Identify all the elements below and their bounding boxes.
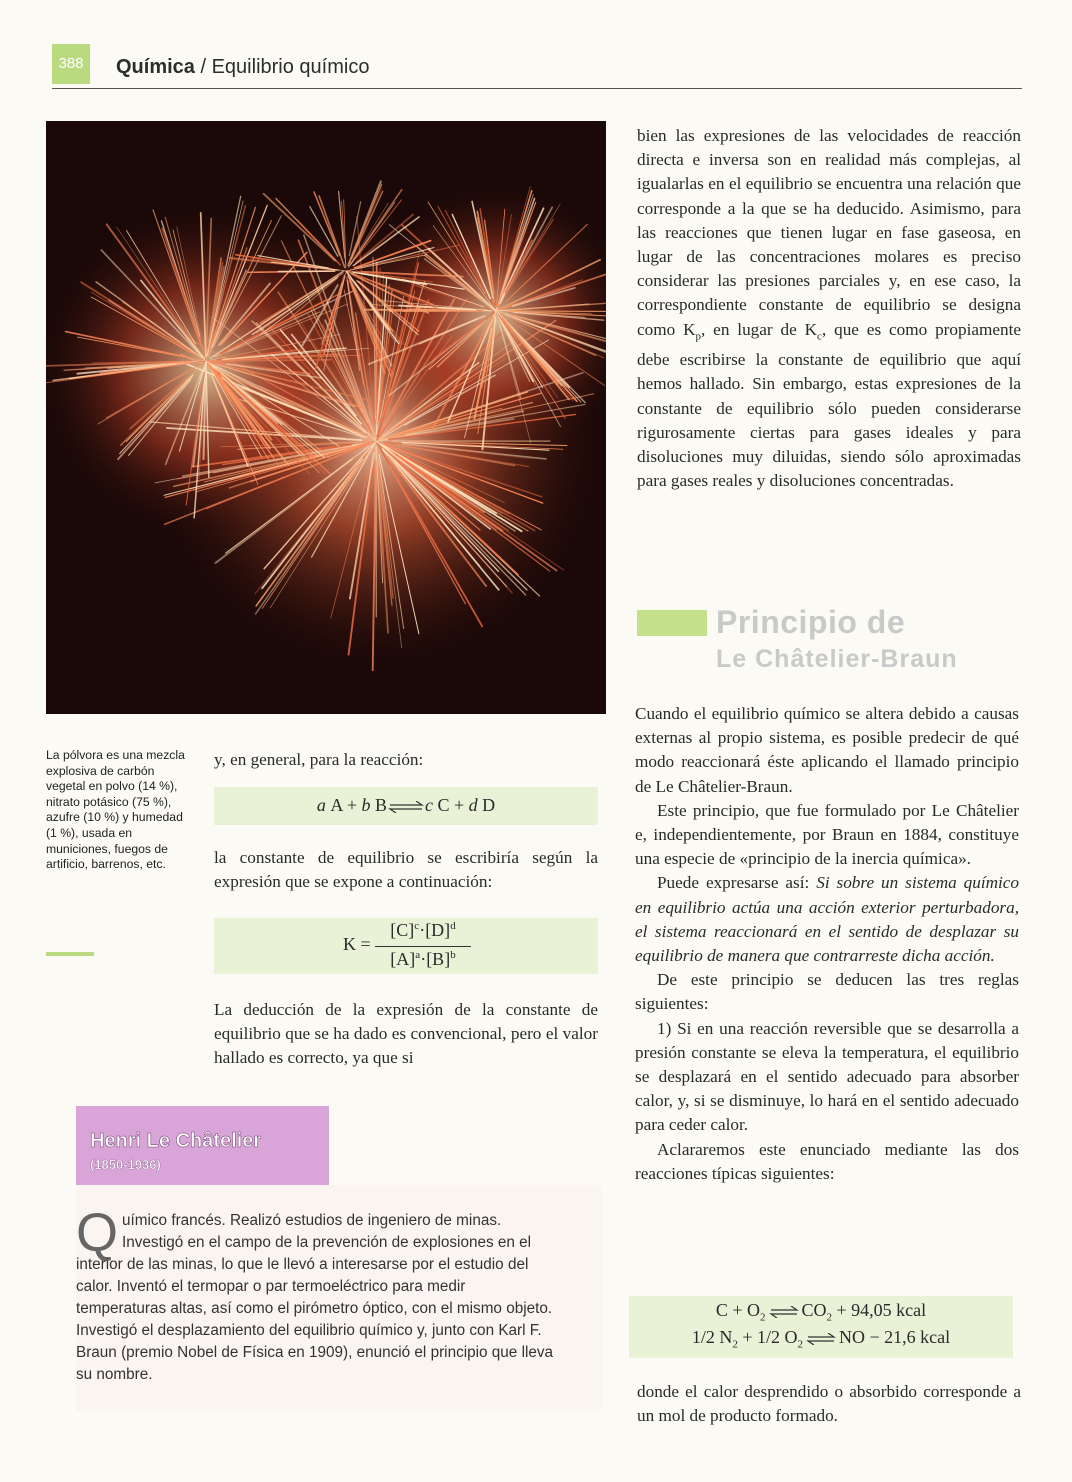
section-title-line2: Le Châtelier-Braun — [716, 645, 958, 673]
constant-box — [214, 918, 598, 974]
page-number: 388 — [52, 44, 90, 84]
constant-denominator: $[A]^a\cdot[B]^b$ — [390, 949, 456, 969]
fraction-bar — [375, 946, 471, 947]
caption-accent-bar — [46, 952, 94, 956]
plus-sign: + — [454, 795, 465, 815]
constant-numerator: $[C]^c\cdot[D]^d$ — [390, 920, 456, 940]
paragraph: Aclararemos este enunciado mediante las dos reacciones típicas siguientes: — [635, 1139, 1019, 1183]
species-D: D — [482, 795, 496, 815]
principle-statement: Puede expresarse así: Si sobre un sistema químico en equilibrio actúa una acción exterior perturbadora, el sistema reaccionará en el sentido de desplazar su equilibrio de manera que contrarreste dicha acción. — [635, 873, 1020, 966]
fireworks-photo — [46, 121, 606, 714]
reactions-box — [629, 1296, 1013, 1358]
bio-name: Henri Le Châtelier — [90, 1130, 262, 1152]
section-title-line1: Principio de — [716, 604, 906, 640]
header-topic: Equilibrio químico — [211, 56, 370, 78]
reaction-carbon: $C + O_2$ $CO_2 + 94,05$ kcal — [715, 1300, 927, 1324]
intro-text: y, en general, para la reacción: — [214, 750, 424, 769]
header-rule — [52, 88, 1022, 89]
header-subject: Química — [116, 56, 195, 78]
section-accent-bar — [637, 610, 707, 636]
deduction-text: La deducción de la expresión de la constante de equilibrio que se ha dado es convencional, pero el valor hallado es correcto, ya que si — [214, 1000, 598, 1068]
coef-a: a — [316, 795, 326, 815]
coef-b: b — [361, 795, 371, 815]
after-reaction-text: la constante de equilibrio se escribiría según la expresión que se expone a continuación: — [214, 848, 598, 892]
paragraph: De este principio se deducen las tres reglas siguientes: — [635, 970, 1019, 1014]
species-B: B — [374, 795, 387, 815]
section-body — [635, 702, 1019, 1186]
general-reaction — [214, 795, 598, 816]
rule-1: 1) Si en una reacción reversible que se desarrolla a presión constante se eleva la temperatura, el equilibrio se desplazará en el sentido adecuado para absorber calor, y, si se disminuye, lo hará en el sentido adecuado para ceder calor. — [635, 1018, 1019, 1135]
equilibrium-arrow-icon — [806, 1333, 836, 1345]
paragraph: Este principio, que fue formulado por Le Châtelier e, independientemente, por Braun en 1884, constituye una especie de «principio de la inercia química». — [635, 800, 1019, 869]
coef-c: c — [425, 795, 433, 815]
dropcap: Q — [76, 1203, 119, 1263]
reaction-box — [214, 787, 598, 825]
spark-ray — [212, 360, 331, 361]
photo-caption: La pólvora es una mezcla explosiva de carbón vegetal en polvo (14 %), nitrato potásico (75 %), azufre (10 %) y humedad (1 %), usada en municiones, fuegos de artificio, barrenos, etc. — [46, 748, 185, 872]
species-C: C — [437, 795, 450, 815]
bio-text: Químico francés. Realizó estudios de ingeniero de minas. Investigó en el campo de la prevención de explosiones en el interior de las minas, lo que le llevó a interesarse por el estudio del calor. Inventó el termopar o par termoeléctrico para medir temperaturas altas, así como el pirómetro óptico, con el mismo objeto. Investigó el desplazamiento del equilibrio químico y, junto con Karl F. Braun (premio Nobel de Física en 1909), enunció el principio que lleva su nombre. — [76, 1203, 554, 1383]
header-separator: / — [194, 56, 212, 78]
closing-text: donde el calor desprendido o absorbido corresponde a un mol de producto formado. — [637, 1382, 1021, 1426]
equilibrium-arrow-icon — [769, 1306, 799, 1318]
fireworks-illustration — [46, 121, 606, 714]
reaction-nitrogen: 1/2 $N_2 + 1/2$ $O_2$ NO − 21,6 kcal — [691, 1327, 951, 1351]
bio-years: (1850-1936) — [90, 1157, 161, 1172]
constant-K: K = — [343, 934, 371, 954]
running-header — [116, 56, 369, 79]
continuation-text: bien las expresiones de las velocidades de reacción directa e inversa son en realidad más complejas, al igualarlas en el equilibrio se encuentra una relación que corresponde a la que se ha deducido. Asimismo, para las reacciones que tienen lugar en fase gaseosa, en lugar de las concentraciones molares es preciso considerar las presiones parciales y, en ese caso, la correspondiente constante de equilibrio se designa como $K_p$, en lugar de $K_c$, que es como propiamente debe escribirse la constante de equilibrio que aquí hemos hallado. Sin embargo, estas expresiones de la constante de equilibrio sólo pueden considerarse rigurosamente ciertas para gases ideales y para disoluciones muy diluidas, siendo sólo aproximadas para gases reales y disoluciones concentradas. — [637, 126, 1021, 491]
equilibrium-arrow-icon — [388, 801, 424, 813]
paragraph: Cuando el equilibrio químico se altera debido a causas externas al propio sistema, es posible predecir de qué modo reaccionará éste aplicando el llamado principio de Le Châtelier-Braun. — [635, 704, 1019, 796]
plus-sign: + — [346, 795, 357, 815]
species-A: A — [330, 795, 343, 815]
coef-d: d — [468, 795, 478, 815]
